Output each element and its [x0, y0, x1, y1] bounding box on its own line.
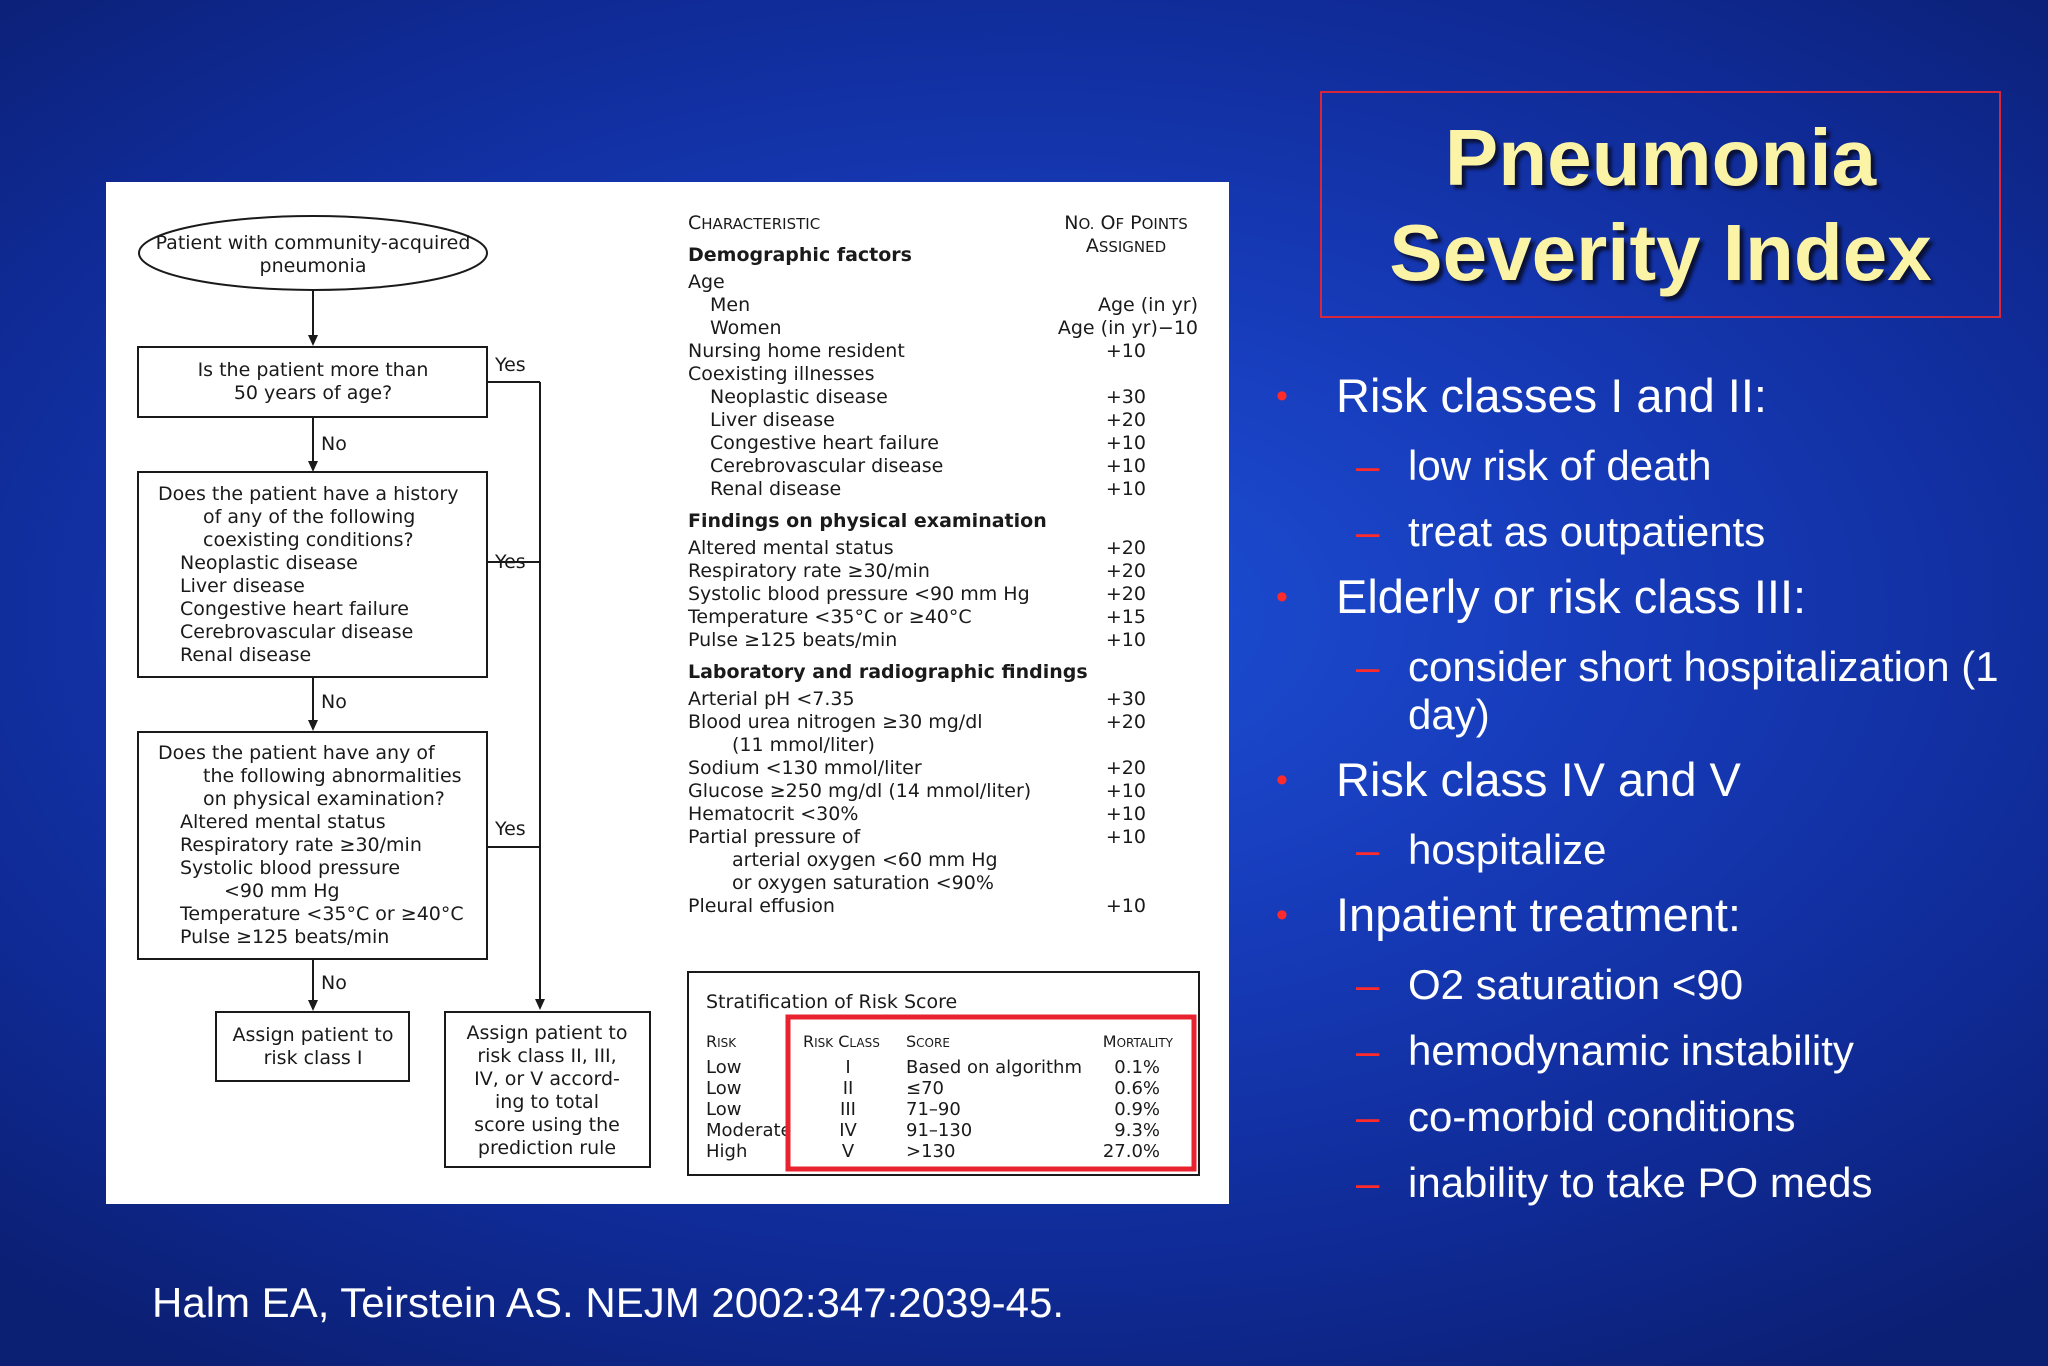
start-text: Patient with community-acquired	[155, 232, 471, 254]
points-row-value: Age (in yr)−10	[1057, 317, 1198, 339]
bullet-elderly: • Elderly or risk class III:	[1276, 570, 1807, 623]
no-label: No	[321, 972, 347, 994]
bullet-marker: •	[1276, 377, 1288, 415]
risk-cell: Moderate	[706, 1120, 792, 1141]
no-label: No	[321, 691, 347, 713]
sub-bullet: – hospitalize	[1356, 826, 1607, 873]
question-3-text: on physical examination?	[203, 788, 445, 810]
question-2-text: coexisting conditions?	[203, 529, 414, 551]
sub-bullet: – inability to take PO meds	[1356, 1159, 1873, 1206]
outcome-2-text: ing to total	[495, 1091, 599, 1113]
points-row-label: or oxygen saturation <90%	[732, 872, 994, 894]
risk-cell: II	[842, 1078, 854, 1099]
risk-cell: IV	[839, 1120, 857, 1141]
risk-table-title: Stratification of Risk Score	[706, 991, 958, 1013]
outcome-1-text: risk class I	[263, 1047, 363, 1069]
points-row-label: Cerebrovascular disease	[710, 455, 944, 477]
question-2-text: Neoplastic disease	[180, 552, 358, 574]
outcome-1-text: Assign patient to	[232, 1024, 394, 1046]
points-row-label: Congestive heart failure	[710, 432, 939, 454]
arrow-head	[308, 461, 318, 472]
yes-label: Yes	[495, 818, 526, 840]
points-row-value: +10	[1105, 629, 1146, 651]
points-row-label: Hematocrit <30%	[688, 803, 859, 825]
points-row-value: +10	[1105, 340, 1146, 362]
points-row-label: Respiratory rate ≥30/min	[688, 560, 930, 582]
question-2-text: Cerebrovascular disease	[180, 621, 414, 643]
points-row-label: Renal disease	[710, 478, 842, 500]
title-box	[1320, 91, 2001, 318]
points-row-label: Women	[710, 317, 782, 339]
risk-cell: 9.3%	[1114, 1120, 1160, 1141]
question-3-text: Does the patient have any of	[158, 742, 435, 764]
arrow-head	[308, 720, 318, 731]
bullet-marker: •	[1276, 761, 1288, 799]
points-row-label: Sodium <130 mmol/liter	[688, 757, 922, 779]
dash-marker: –	[1356, 826, 1380, 873]
citation: Halm EA, Teirstein AS. NEJM 2002:347:2039-45.	[152, 1279, 1065, 1326]
risk-header: MORTALITY	[1102, 1032, 1173, 1051]
title-line-2: Severity Index	[1389, 207, 1932, 297]
question-3-text: the following abnormalities	[203, 765, 462, 787]
question-2-text: of any of the following	[203, 506, 416, 528]
points-col-header: ASSIGNED	[1085, 235, 1167, 257]
bullet-list	[1272, 368, 2012, 1207]
risk-cell: 0.6%	[1114, 1078, 1160, 1099]
points-row-value: +10	[1105, 826, 1146, 848]
question-2-text: Liver disease	[180, 575, 305, 597]
sub-bullet: – consider short hospitalization (1 day)	[1356, 643, 1999, 738]
risk-header: RISK	[706, 1032, 737, 1051]
points-row-value: +10	[1105, 478, 1146, 500]
points-row-value: +20	[1105, 560, 1146, 582]
points-row-label: Systolic blood pressure <90 mm Hg	[688, 583, 1030, 605]
question-3-text: Pulse ≥125 beats/min	[180, 926, 390, 948]
points-row-label: Altered mental status	[688, 537, 894, 559]
points-col-header: CHARACTERISTIC	[688, 212, 821, 234]
points-row-label: Pleural effusion	[688, 895, 835, 917]
risk-cell: 71–90	[906, 1099, 961, 1120]
risk-cell: 91–130	[906, 1120, 973, 1141]
sub-bullet: – O2 saturation <90	[1356, 961, 1744, 1008]
outcome-2-text: prediction rule	[477, 1137, 617, 1159]
no-label: No	[321, 433, 347, 455]
question-3-text: <90 mm Hg	[224, 880, 340, 902]
sub-bullet: – co-morbid conditions	[1356, 1093, 1796, 1140]
risk-cell: Low	[706, 1099, 742, 1120]
dash-marker: –	[1356, 643, 1380, 690]
sub-bullet: – treat as outpatients	[1356, 508, 1766, 555]
dash-marker: –	[1356, 961, 1380, 1008]
points-row-value: +20	[1105, 409, 1146, 431]
points-row-value: +10	[1105, 455, 1146, 477]
bullet-risk-classes-1-2: • Risk classes I and II:	[1276, 369, 1767, 422]
risk-cell: 0.9%	[1114, 1099, 1160, 1120]
risk-cell: III	[840, 1099, 856, 1120]
figure-canvas	[106, 182, 1229, 1204]
risk-header: SCORE	[906, 1032, 950, 1051]
question-3-text: Temperature <35°C or ≥40°C	[180, 903, 464, 925]
sub-bullet: – hemodynamic instability	[1356, 1027, 1854, 1074]
bullet-marker: •	[1276, 578, 1288, 616]
bullet-risk-class-4-5: • Risk class IV and V	[1276, 753, 1741, 806]
points-row-label: arterial oxygen <60 mm Hg	[732, 849, 998, 871]
points-section-heading: Laboratory and radiographic findings	[688, 661, 1088, 683]
yes-label: Yes	[495, 354, 526, 376]
risk-cell: Low	[706, 1078, 742, 1099]
points-row-label: Nursing home resident	[688, 340, 905, 362]
points-section-heading: Findings on physical examination	[688, 510, 1047, 532]
risk-header: RISK CLASS	[803, 1032, 880, 1051]
question-3-text: Respiratory rate ≥30/min	[180, 834, 422, 856]
dash-marker: –	[1356, 508, 1380, 555]
points-row-value: Age (in yr)	[1097, 294, 1198, 316]
dash-marker: –	[1356, 1027, 1380, 1074]
outcome-2-text: score using the	[474, 1114, 620, 1136]
risk-cell: ≤70	[906, 1078, 944, 1099]
pneumonia-severity-figure	[106, 182, 1229, 1204]
risk-cell: >130	[906, 1141, 956, 1162]
points-row-value: +20	[1105, 583, 1146, 605]
points-row-label: Men	[710, 294, 751, 316]
start-text: pneumonia	[259, 255, 367, 277]
points-col-header: NO. OF POINTS	[1064, 212, 1188, 234]
points-row-value: +20	[1105, 757, 1146, 779]
question-1-text: 50 years of age?	[233, 382, 393, 404]
points-row-label: Neoplastic disease	[710, 386, 888, 408]
risk-cell: V	[841, 1141, 855, 1162]
risk-cell: 27.0%	[1102, 1141, 1160, 1162]
dash-marker: –	[1356, 442, 1380, 489]
sub-bullet: – low risk of death	[1356, 442, 1712, 489]
points-row-label: Age	[688, 271, 725, 293]
points-row-value: +10	[1105, 780, 1146, 802]
outcome-2-text: Assign patient to	[466, 1022, 628, 1044]
risk-cell: 0.1%	[1114, 1057, 1160, 1078]
title-line-1: Pneumonia	[1444, 112, 1877, 202]
yes-label: Yes	[495, 551, 526, 573]
bullet-inpatient: • Inpatient treatment:	[1276, 888, 1741, 941]
points-row-value: +10	[1105, 803, 1146, 825]
question-2-text: Congestive heart failure	[180, 598, 409, 620]
points-row-label: Blood urea nitrogen ≥30 mg/dl	[688, 711, 983, 733]
points-row-label: Temperature <35°C or ≥40°C	[688, 606, 972, 628]
points-row-label: (11 mmol/liter)	[732, 734, 875, 756]
question-3-text: Systolic blood pressure	[180, 857, 401, 879]
points-row-label: Arterial pH <7.35	[688, 688, 855, 710]
points-row-label: Partial pressure of	[688, 826, 861, 848]
points-row-value: +10	[1105, 432, 1146, 454]
question-1-text: Is the patient more than	[197, 359, 429, 381]
risk-cell: Low	[706, 1057, 742, 1078]
bullet-marker: •	[1276, 896, 1288, 934]
risk-cell: High	[706, 1141, 748, 1162]
points-row-value: +10	[1105, 895, 1146, 917]
points-row-label: Coexisting illnesses	[688, 363, 875, 385]
outcome-2-text: risk class II, III,	[477, 1045, 617, 1067]
points-row-label: Liver disease	[710, 409, 835, 431]
points-row-label: Pulse ≥125 beats/min	[688, 629, 898, 651]
points-row-value: +15	[1105, 606, 1146, 628]
points-row-value: +30	[1105, 688, 1146, 710]
question-3-text: Altered mental status	[180, 811, 386, 833]
risk-cell: I	[845, 1057, 851, 1078]
dash-marker: –	[1356, 1093, 1380, 1140]
question-2-text: Renal disease	[180, 644, 312, 666]
points-row-label: Glucose ≥250 mg/dl (14 mmol/liter)	[688, 780, 1032, 802]
points-row-value: +30	[1105, 386, 1146, 408]
points-row-value: +20	[1105, 711, 1146, 733]
arrow-head	[535, 999, 545, 1010]
risk-cell: Based on algorithm	[906, 1057, 1082, 1078]
points-row-value: +20	[1105, 537, 1146, 559]
question-2-text: Does the patient have a history	[158, 483, 459, 505]
outcome-2-text: IV, or V accord-	[474, 1068, 620, 1090]
points-section-heading: Demographic factors	[688, 244, 912, 266]
arrow-head	[308, 335, 318, 346]
dash-marker: –	[1356, 1159, 1380, 1206]
arrow-head	[308, 1000, 318, 1011]
